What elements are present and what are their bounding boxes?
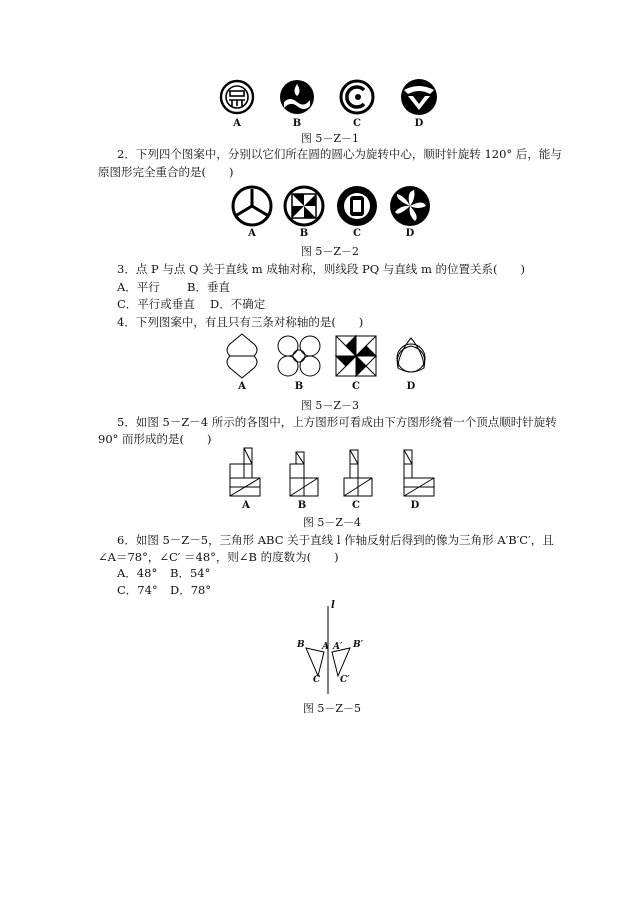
rotation-figure-b-icon	[290, 452, 318, 496]
emblem-b-icon	[280, 80, 314, 114]
figure-5-z-3	[222, 332, 437, 380]
fig1-label-b: B	[292, 118, 302, 129]
q3-option-a: A．平行	[117, 280, 160, 294]
emblem-pinwheel-icon	[285, 187, 323, 225]
fig5-caption: 图 5－Z－5	[302, 702, 362, 715]
figure-5-z-2	[230, 184, 440, 228]
fig1-caption: 图 5－Z－1	[300, 132, 360, 145]
label-line-l: l	[331, 600, 335, 611]
triangle-a2b2c2	[332, 648, 350, 676]
q6-option-a: A．48°	[117, 566, 158, 580]
q3-stem: 3．点 P 与点 Q 关于直线 m 成轴对称，则线段 PQ 与直线 m 的位置关系( )	[117, 262, 525, 276]
q3-option-b: B．垂直	[187, 280, 230, 294]
fig3-caption: 图 5－Z－3	[300, 399, 360, 412]
fig4-label-d: D	[410, 500, 420, 511]
fig4-label-c: C	[352, 500, 360, 511]
label-point-b-prime: B′	[353, 640, 363, 650]
emblem-coin-icon	[337, 186, 377, 226]
emblem-d-icon	[401, 79, 437, 115]
trefoil-knot-icon	[397, 338, 425, 372]
q5-line1: 5．如图 5－Z－4 所示的各图中，上方图形可看成由下方图形绕着一个顶点顺时针旋转	[117, 415, 557, 429]
fig2-label-c: C	[353, 228, 361, 239]
figure-5-z-4	[228, 446, 443, 498]
q6-option-b: B．54°	[170, 566, 211, 580]
q4-stem: 4．下列图案中，有且只有三条对称轴的是( )	[117, 315, 364, 329]
q6-line2: ∠A＝78°，∠C′ ＝48°，则∠B 的度数为( )	[98, 550, 339, 564]
rotation-figure-c-icon	[344, 450, 372, 496]
q6-line1: 6．如图 5－Z－5，三角形 ABC 关于直线 l 作轴反射后得到的像为三角形 A′B′C′，且	[117, 533, 554, 547]
fig3-label-c: C	[352, 381, 360, 392]
emblem-a-icon	[221, 81, 253, 113]
fig1-label-a: A	[233, 118, 241, 129]
label-point-b: B	[297, 640, 305, 650]
fig4-caption: 图 5－Z－4	[302, 516, 362, 529]
q6-option-c: C．74°	[117, 583, 158, 597]
pinwheel-triangles-icon	[336, 336, 376, 376]
fig4-label-b: B	[297, 500, 307, 511]
fig1-label-d: D	[414, 118, 424, 129]
q3-option-d: D．不确定	[210, 297, 266, 311]
fig2-label-a: A	[248, 228, 256, 239]
q6-option-d: D．78°	[170, 583, 212, 597]
fig2-caption: 图 5－Z－2	[300, 245, 360, 258]
fig2-label-d: D	[405, 228, 415, 239]
q2-line1: 2．下列四个图案中，分别以它们所在圆的圆心为旋转中心，顺时针旋转 120° 后，能与	[117, 147, 562, 161]
fig3-label-d: D	[406, 381, 416, 392]
fig3-label-b: B	[294, 381, 304, 392]
emblem-bauhinia-icon	[390, 186, 430, 226]
label-point-c: C	[313, 675, 321, 685]
four-petal-flower-icon	[278, 336, 320, 376]
diamond-leaf-icon	[227, 334, 257, 378]
q5-line2: 90° 而形成的是( )	[98, 432, 212, 446]
rotation-figure-a-icon	[230, 448, 260, 496]
fig1-label-c: C	[353, 118, 361, 129]
label-point-c-prime: C′	[340, 675, 350, 685]
label-point-a-prime: A′	[333, 642, 343, 652]
triangle-abc	[306, 648, 324, 676]
q3-option-c: C．平行或垂直	[117, 297, 195, 311]
q2-line2: 原图形完全重合的是( )	[98, 165, 234, 179]
emblem-mercedes-icon	[233, 187, 271, 225]
fig4-label-a: A	[242, 500, 250, 511]
label-point-a: A	[322, 642, 329, 652]
fig3-label-a: A	[238, 381, 246, 392]
emblem-c-icon	[341, 81, 373, 113]
fig2-label-b: B	[299, 228, 309, 239]
rotation-figure-d-icon	[404, 450, 434, 496]
